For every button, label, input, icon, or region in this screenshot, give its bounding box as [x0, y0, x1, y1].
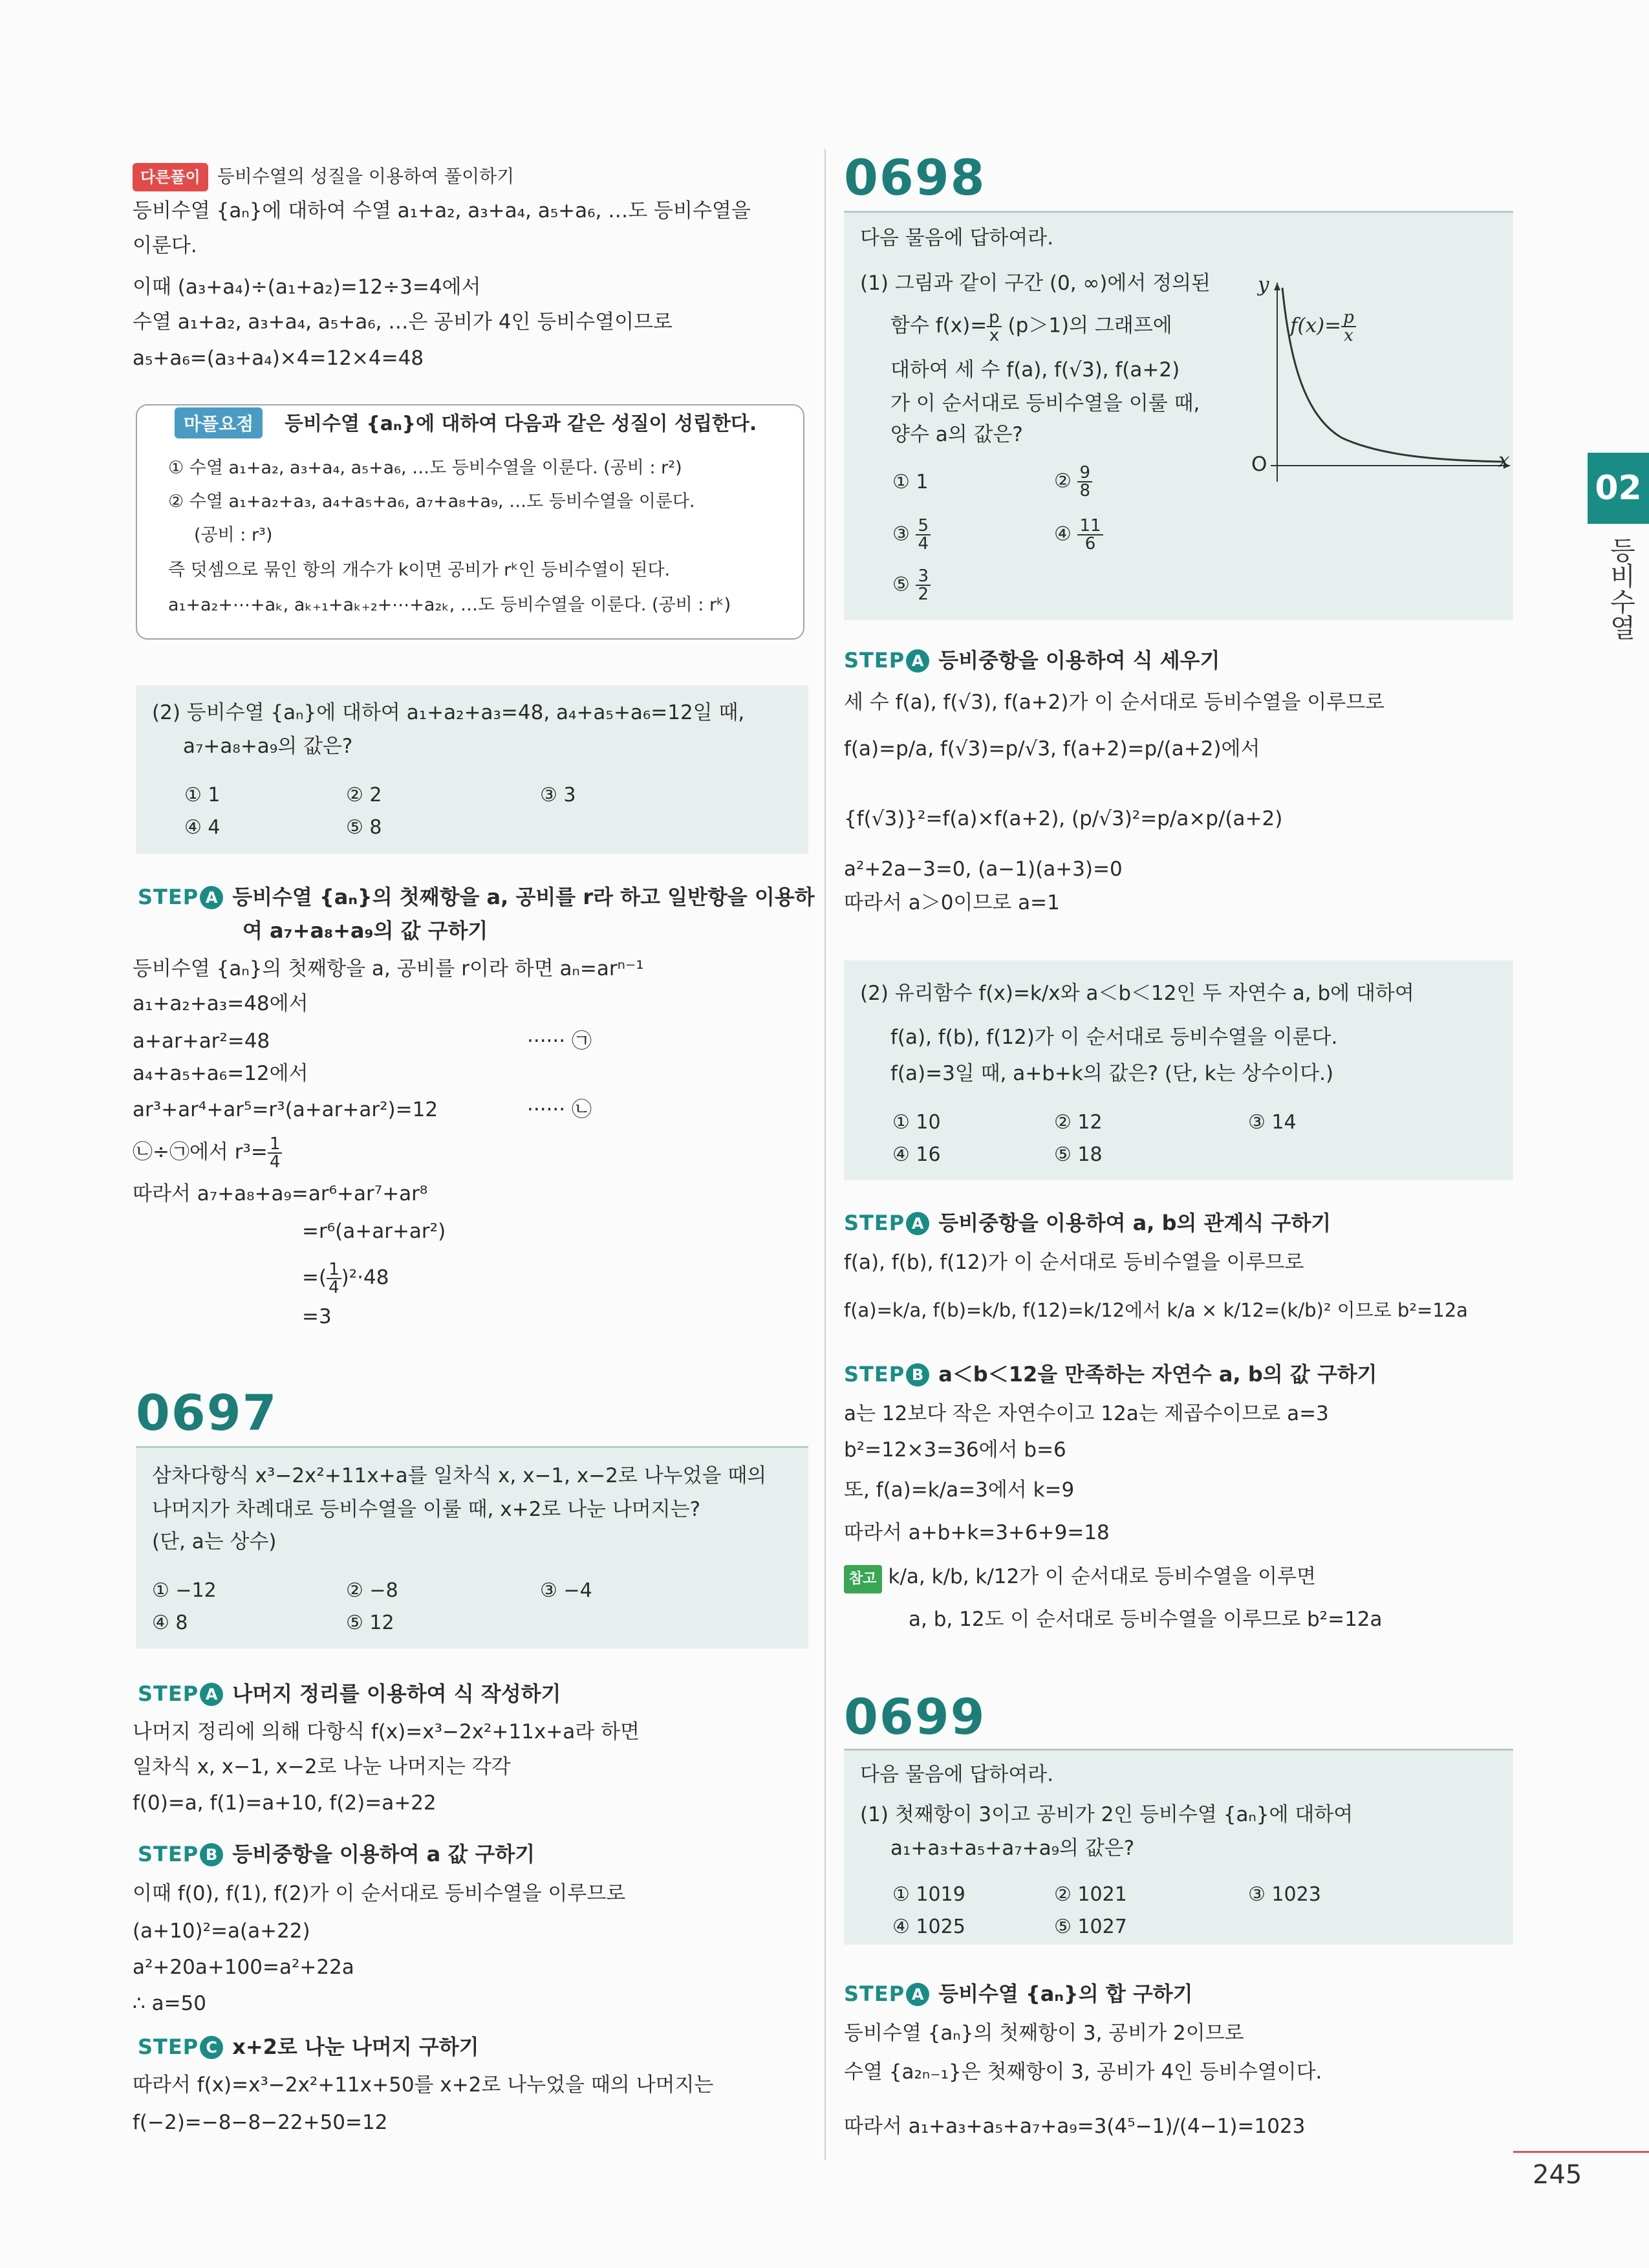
text-line: f(a), f(b), f(12)가 이 순서대로 등비수열을 이루므로: [844, 1251, 1304, 1274]
choice: ① 1: [184, 784, 221, 806]
fraction: [916, 517, 931, 552]
text-line: =( $\frac{1}{4}$ )²·48: [302, 1260, 389, 1297]
question-line: a₁+a₃+a₅+a₇+a₉의 값은?: [890, 1837, 1135, 1860]
text-line: 또, f(a)=k/a=3에서 k=9: [844, 1478, 1075, 1502]
question-line: a₇+a₈+a₉의 값은?: [183, 735, 353, 758]
text-span: ·48: [357, 1266, 389, 1290]
text-line: b²=12×3=36에서 b=6: [844, 1438, 1066, 1462]
fraction: [327, 1261, 341, 1296]
step-a-heading: [844, 644, 1220, 674]
note-line: a, b, 12도 이 순서대로 등비수열을 이루므로 b²=12a: [909, 1608, 1383, 1631]
text-span: (p＞1)의 그래프에: [1008, 314, 1172, 338]
tip-line: ② 수열 a₁+a₂+a₃, a₄+a₅+a₆, a₇+a₈+a₉, …도 등비수열을 이룬다.: [168, 491, 695, 512]
denominator: x: [989, 326, 1000, 345]
text-line: f(−2)=−8−8−22+50=12: [133, 2111, 388, 2134]
page-number: 245: [1533, 2160, 1582, 2190]
step-title-cont: 여 a₇+a₈+a₉의 값 구하기: [242, 918, 488, 943]
step-marker: A: [906, 1983, 929, 2006]
step-label: STEP: [138, 1681, 199, 1706]
text-line: f(a)=p/a, f(√3)=p/√3, f(a+2)=p/(a+2)에서: [844, 737, 1260, 761]
question-line: (2) 등비수열 {aₙ}에 대하여 a₁+a₂+a₃=48, a₄+a₅+a₆=12일 때,: [152, 701, 745, 724]
origin-label: O: [1251, 453, 1267, 476]
choice-num: ③: [892, 523, 910, 546]
numerator: p: [1341, 309, 1356, 327]
question-line: (단, a는 상수): [152, 1530, 277, 1553]
step-b-heading: [138, 1838, 535, 1868]
choice: ④ 16: [892, 1143, 941, 1166]
step-title: 등비중항을 이용하여 식 세우기: [938, 648, 1220, 673]
y-axis-arrow: [1274, 283, 1280, 290]
denominator: 6: [1084, 534, 1096, 554]
question-line: 가 이 순서대로 등비수열을 이룰 때,: [890, 392, 1200, 415]
text-line: f(a)=k/a, f(b)=k/b, f(12)=k/12에서 k/a × k/12=(k/b)² 이므로 b²=12a: [844, 1299, 1468, 1321]
text-line: 따라서 a₇+a₈+a₉=ar⁶+ar⁷+ar⁸: [133, 1182, 428, 1205]
step-title: 등비수열 {aₙ}의 합 구하기: [938, 1982, 1193, 2006]
text-line: 등비수열 {aₙ}의 첫째항이 3, 공비가 2이므로: [844, 2022, 1244, 2045]
note-line: [844, 1564, 1316, 1593]
problem-number: 0697: [136, 1384, 278, 1442]
text-line: ∴ a=50: [133, 1992, 206, 2015]
text-line: 따라서 f(x)=x³−2x²+11x+50를 x+2로 나누었을 때의 나머지는: [133, 2073, 714, 2097]
denominator: 4: [269, 1152, 281, 1172]
question-line: (2) 유리함수 f(x)=k/x와 a＜b＜12인 두 자연수 a, b에 대하여: [860, 982, 1414, 1005]
choice: [892, 517, 931, 552]
choice: ② −8: [346, 1579, 398, 1602]
tip-tag: 마플요점: [175, 407, 263, 438]
y-axis-label: y: [1258, 273, 1269, 296]
text-line: {f(√3)}²=f(a)×f(a+2), (p/√3)²=p/a×p/(a+2): [844, 807, 1283, 830]
choice: ④ 1025: [892, 1916, 965, 1938]
fraction: [1077, 517, 1103, 552]
alt-solution-header: [133, 163, 514, 191]
choice-num: ⑤: [892, 573, 910, 596]
choice: ① −12: [152, 1579, 217, 1602]
note-tag: 참고: [844, 1565, 882, 1593]
text-line: 이때 f(0), f(1), f(2)가 이 순서대로 등비수열을 이루므로: [133, 1882, 626, 1905]
choice: ③ 3: [540, 784, 576, 806]
numerator: 1: [327, 1261, 341, 1279]
choice: ① 1019: [892, 1883, 965, 1906]
text-line: =r⁶(a+ar+ar²): [302, 1220, 446, 1243]
equation-mark: ······ ㉡: [527, 1098, 592, 1121]
numerator: 11: [1077, 517, 1103, 535]
step-label: STEP: [844, 1982, 905, 2006]
text-line: 따라서 a+b+k=3+6+9=18: [844, 1521, 1110, 1544]
step-marker: A: [200, 886, 223, 909]
step-title: 등비중항을 이용하여 a 값 구하기: [232, 1842, 535, 1866]
tip-line: (공비 : r³): [194, 525, 273, 545]
step-marker: B: [200, 1843, 223, 1866]
choice: ③ 14: [1248, 1111, 1297, 1134]
tip-line: a₁+a₂+⋯+aₖ, aₖ₊₁+aₖ₊₂+⋯+a₂ₖ, …도 등비수열을 이룬다. (공비 : rᵏ): [168, 595, 731, 615]
text-line: [133, 1136, 282, 1171]
text-line: a₄+a₅+a₆=12에서: [133, 1062, 308, 1085]
text-line: a₅+a₆=(a₃+a₄)×4=12×4=48: [133, 347, 424, 370]
denominator: 8: [1079, 481, 1090, 501]
text-line: 따라서 a＞0이므로 a=1: [844, 891, 1060, 914]
step-marker: A: [906, 649, 929, 673]
step-label: STEP: [138, 885, 199, 909]
text-line: 일차식 x, x−1, x−2로 나눈 나머지는 각각: [133, 1755, 511, 1778]
alt-solution-title: 등비수열의 성질을 이용하여 풀이하기: [217, 166, 515, 187]
step-label: STEP: [844, 1211, 905, 1235]
step-b-heading: [844, 1358, 1377, 1388]
choice: ① 10: [892, 1111, 941, 1134]
fraction: [268, 1136, 283, 1171]
denominator: 4: [918, 534, 929, 554]
function-graph: [1245, 275, 1516, 488]
step-label: STEP: [844, 1362, 905, 1387]
choice: ④ 8: [152, 1612, 188, 1634]
step-label: STEP: [844, 648, 905, 673]
tip-line: 즉 덧셈으로 묶인 항의 개수가 k이면 공비가 rᵏ인 등비수열이 된다.: [168, 560, 671, 580]
step-a-heading: [138, 1678, 561, 1707]
numerator: 1: [268, 1136, 283, 1154]
problem-number: 0698: [844, 149, 986, 206]
column-divider: [824, 149, 826, 2160]
question-line: 나머지가 차례대로 등비수열을 이룰 때, x+2로 나눈 나머지는?: [152, 1498, 701, 1521]
question-line: f(a), f(b), f(12)가 이 순서대로 등비수열을 이룬다.: [890, 1026, 1338, 1049]
tip-line: ① 수열 a₁+a₂, a₃+a₄, a₅+a₆, …도 등비수열을 이룬다. (공비 : r²): [168, 458, 682, 478]
text-line: a는 12보다 작은 자연수이고 12a는 제곱수이므로 a=3: [844, 1402, 1329, 1425]
step-marker: B: [906, 1363, 929, 1387]
question-line: 삼차다항식 x³−2x²+11x+a를 일차식 x, x−1, x−2로 나누었을 때의: [152, 1464, 767, 1487]
text-line: 따라서 a₁+a₃+a₅+a₇+a₉=3(4⁵−1)/(4−1)=1023: [844, 2115, 1306, 2138]
curve-label: [1290, 309, 1356, 344]
choice: [1054, 464, 1092, 499]
denominator: 4: [329, 1278, 339, 1297]
text-line: a²+20a+100=a²+22a: [133, 1956, 354, 1979]
text-line: a₁+a₂+a₃=48에서: [133, 992, 308, 1015]
step-marker: A: [200, 1683, 223, 1706]
chapter-tab: 02: [1588, 453, 1649, 524]
question-line: (1) 첫째항이 3이고 공비가 2인 등비수열 {aₙ}에 대하여: [860, 1803, 1353, 1826]
step-a-heading: [138, 881, 815, 911]
equation-mark: ······ ㉠: [527, 1030, 592, 1053]
fraction: [987, 309, 1002, 344]
tip-title: 등비수열 {aₙ}에 대하여 다음과 같은 성질이 성립한다.: [285, 413, 757, 435]
text-line: a²+2a−3=0, (a−1)(a+3)=0: [844, 858, 1123, 881]
text-line: 등비수열 {aₙ}의 첫째항을 a, 공비를 r이라 하면 aₙ=arⁿ⁻¹: [133, 957, 644, 980]
choice: ① 1: [892, 471, 929, 493]
choice: ③ −4: [540, 1579, 592, 1602]
question-line: [890, 309, 1172, 344]
numerator: 3: [916, 568, 931, 586]
numerator: p: [987, 309, 1002, 327]
choice: ② 2: [346, 784, 382, 806]
choice: ⑤ 12: [346, 1612, 394, 1634]
text-line: 이룬다.: [133, 234, 197, 257]
numerator: 5: [916, 517, 931, 535]
text-line: =3: [302, 1305, 332, 1328]
text-line: 이때 (a₃+a₄)÷(a₁+a₂)=12÷3=4에서: [133, 275, 481, 299]
step-title: 나머지 정리를 이용하여 식 작성하기: [232, 1681, 561, 1706]
text-line: 세 수 f(a), f(√3), f(a+2)가 이 순서대로 등비수열을 이루므로: [844, 691, 1385, 714]
text-line: 수열 {a₂ₙ₋₁}은 첫째항이 3, 공비가 4인 등비수열이다.: [844, 2060, 1322, 2084]
step-title: 등비중항을 이용하여 a, b의 관계식 구하기: [938, 1211, 1331, 1235]
step-c-heading: [138, 2031, 479, 2060]
choice-num: ②: [1054, 470, 1072, 493]
denominator: 2: [918, 585, 929, 604]
page-number-rule: [1513, 2151, 1649, 2153]
numerator: 9: [1077, 464, 1092, 482]
choice-num: ④: [1054, 523, 1072, 546]
text-line: f(0)=a, f(1)=a+10, f(2)=a+22: [133, 1791, 436, 1815]
step-marker: A: [906, 1212, 929, 1235]
step-a-heading: [844, 1207, 1331, 1237]
question-line: (1) 그림과 같이 구간 (0, ∞)에서 정의된: [860, 272, 1211, 295]
choice: ⑤ 1027: [1054, 1916, 1127, 1938]
question-line: 대하여 세 수 f(a), f(√3), f(a+2): [890, 358, 1180, 382]
problem-number: 0699: [844, 1688, 986, 1745]
step-title: 등비수열 {aₙ}의 첫째항을 a, 공비를 r라 하고 일반항을 이용하: [232, 885, 815, 909]
choice: ⑤ 18: [1054, 1143, 1103, 1166]
fraction: [1077, 464, 1092, 499]
chapter-title: 등비수열: [1606, 537, 1635, 640]
step-title: a＜b＜12을 만족하는 자연수 a, b의 값 구하기: [938, 1362, 1377, 1387]
text-span: ㉡÷㉠에서 r³=: [133, 1140, 268, 1164]
choice: [1054, 517, 1103, 552]
fraction: [1341, 309, 1356, 344]
question-intro: 다음 물음에 답하여라.: [860, 1763, 1054, 1786]
question-line: f(a)=3일 때, a+b+k의 값은? (단, k는 상수이다.): [890, 1062, 1334, 1085]
step-marker: C: [200, 2036, 223, 2059]
text-span: f(x)=: [1290, 314, 1342, 338]
choice: [892, 568, 931, 603]
denominator: x: [1344, 326, 1353, 345]
text-line: 등비수열 {aₙ}에 대하여 수열 a₁+a₂, a₃+a₄, a₅+a₆, …도 등비수열을: [133, 199, 751, 222]
step-label: STEP: [138, 1842, 199, 1866]
text-span: k/a, k/b, k/12가 이 순서대로 등비수열을 이루면: [888, 1565, 1316, 1588]
x-axis-label: x: [1498, 449, 1510, 472]
text-line: (a+10)²=a(a+22): [133, 1919, 310, 1943]
choice: ⑤ 8: [346, 816, 382, 839]
text-span: 함수 f(x)=: [890, 314, 987, 338]
choice: ③ 1023: [1248, 1883, 1321, 1906]
choice: ② 12: [1054, 1111, 1103, 1134]
step-a-heading: [844, 1978, 1193, 2007]
text-line: ar³+ar⁴+ar⁵=r³(a+ar+ar²)=12: [133, 1098, 438, 1121]
step-title: x+2로 나눈 나머지 구하기: [232, 2035, 479, 2059]
alt-solution-badge: 다른풀이: [133, 163, 208, 191]
question-intro: 다음 물음에 답하여라.: [860, 226, 1054, 250]
text-line: 수열 a₁+a₂, a₃+a₄, a₅+a₆, …은 공비가 4인 등비수열이므로: [133, 310, 673, 334]
question-line: 양수 a의 값은?: [890, 423, 1023, 446]
choice: ④ 4: [184, 816, 221, 839]
text-line: 나머지 정리에 의해 다항식 f(x)=x³−2x²+11x+a라 하면: [133, 1720, 640, 1744]
choice: ② 1021: [1054, 1883, 1127, 1906]
step-label: STEP: [138, 2035, 199, 2059]
text-line: a+ar+ar²=48: [133, 1030, 270, 1053]
fraction: [916, 568, 931, 603]
